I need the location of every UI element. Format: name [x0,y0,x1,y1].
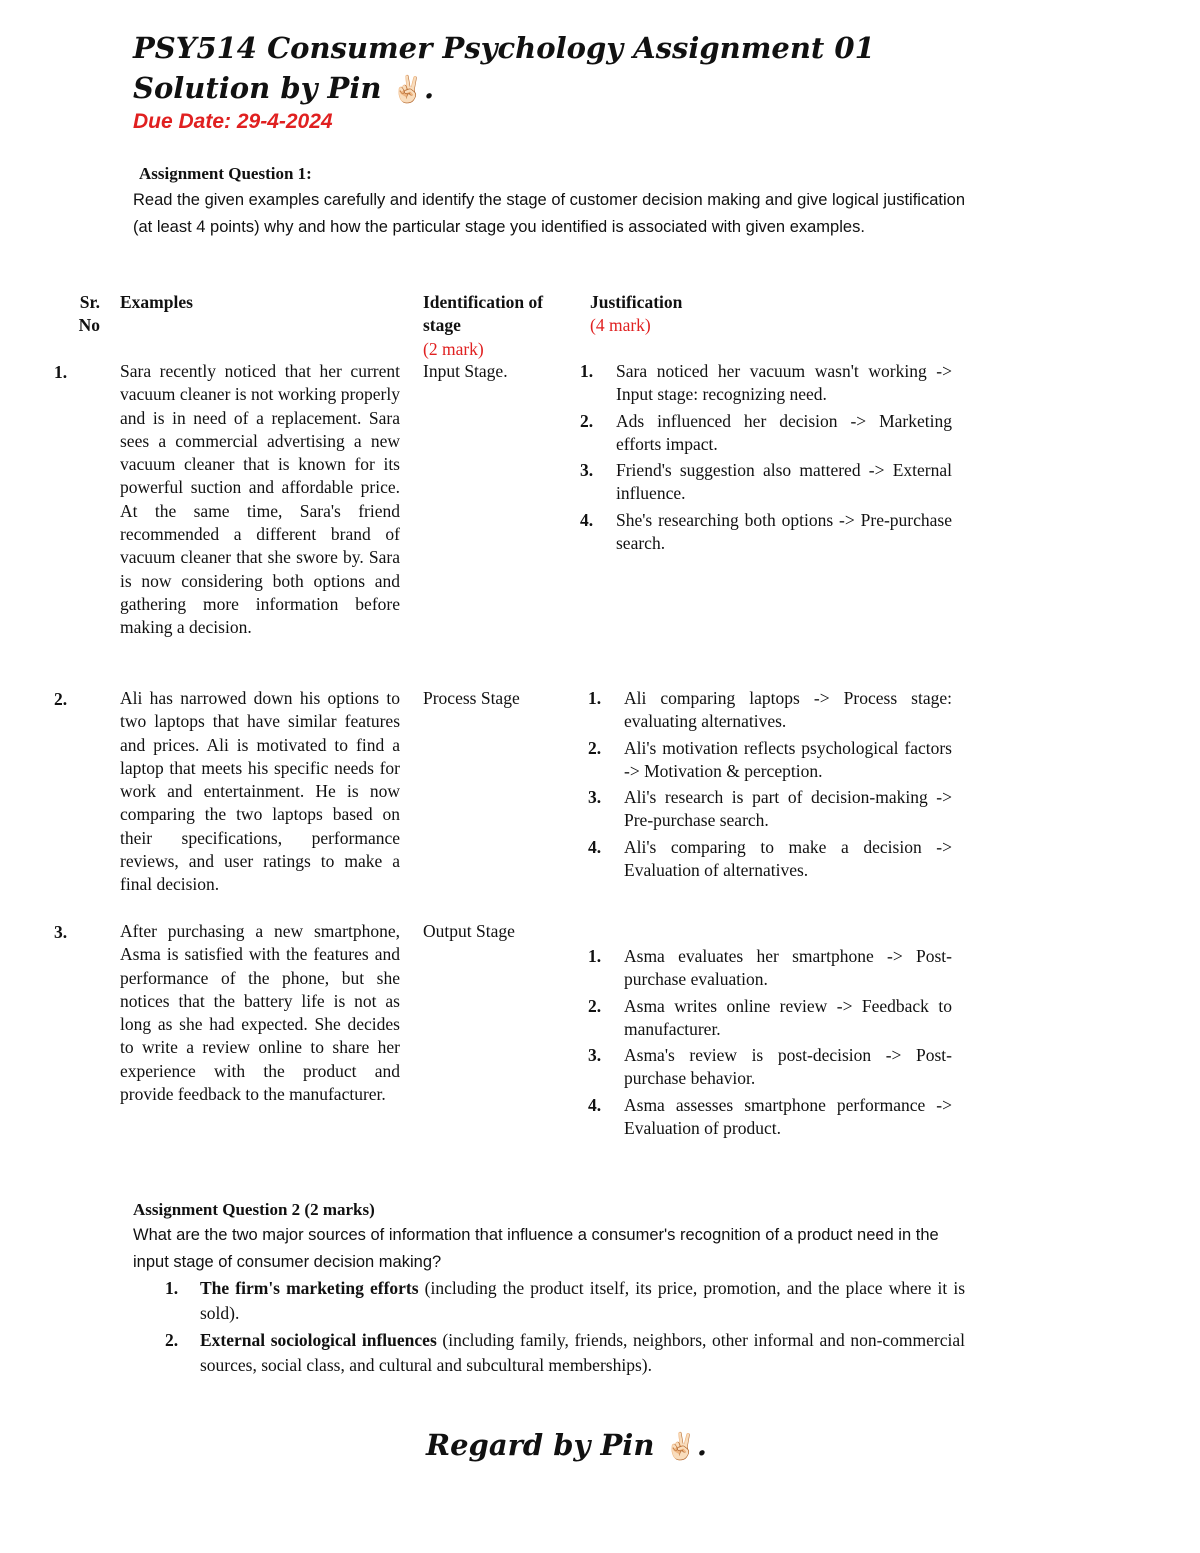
header-identification: Identification of stage (2 mark) [423,292,544,359]
row-1-example: Sara recently noticed that her current vacuum cleaner is not working properly and is in need of a replacement. Sara sees a commercial advertising a new vacuum cleaner that is known for its powerful suction and affordable price. At the same time, Sara's friend recommended a different brand of vacuum cleaner that she swore by. Sara is now considering both options and gathering more information before making a decision. [120,361,400,638]
list-item: 2. Asma writes online review -> Feedback to manufacturer. [588,995,952,1039]
question-2-text: What are the two major sources of information that influence a consumer's recognition of a product need in the input stage of consumer decision making? [133,1226,939,1271]
list-item: 2. Ali's motivation reflects psychological factors -> Motivation & perception. [588,737,952,781]
question-1-text: Read the given examples carefully and identify the stage of customer decision making and give logical justification (at least 4 points) why and how the particular stage you identified is associated with given examples. [133,191,965,236]
list-item: 1. The firm's marketing efforts (including the product itself, its price, promotion, and the place where it is sold). [165,1278,965,1323]
identification-marks: (2 mark) [423,338,484,359]
list-item: 3. Friend's suggestion also mattered -> External influence. [580,460,952,504]
justification-marks: (4 mark) [590,315,651,336]
list-item: 2. External sociological influences (including family, friends, neighbors, other informal and non-commercial sources, social class, and cultural and subcultural memberships). [165,1330,965,1375]
due-date: Due Date: 29-4-2024 [133,110,333,133]
list-item: 4. Asma assesses smartphone performance -> Evaluation of product. [588,1094,952,1139]
question-1-heading: Assignment Question 1: [139,164,312,183]
row-1-stage: Input Stage. [423,361,508,381]
row-2-sr: 2. [54,689,68,709]
victory-hand-icon: ✌🏻 [664,1432,697,1462]
victory-hand-icon: ✌🏻 [391,75,424,105]
list-item: 3. Ali's research is part of decision-making -> Pre-purchase search. [588,787,952,831]
row-3-example: After purchasing a new smartphone, Asma is satisfied with the features and performance of the phone, but she notices that the battery life is not as long as she had expected. She decides to write a review online to share her experience with the product and provide feedback to the manufacturer. [120,921,400,1105]
header-examples: Examples [120,292,193,312]
row-3-justification-list [588,945,952,1143]
list-item: 1. Ali comparing laptops -> Process stage: evaluating alternatives. [588,688,952,732]
header-sr-no: Sr. No [78,292,100,336]
list-item: 4. Ali's comparing to make a decision -> Evaluation of alternatives. [588,836,952,881]
row-3-sr: 3. [54,922,68,942]
list-item: 1. Sara noticed her vacuum wasn't working -> Input stage: recognizing need. [580,361,952,405]
row-2-stage: Process Stage [423,688,520,708]
header-justification: Justification (4 mark) [590,292,683,336]
row-2-justification-list [588,687,952,885]
row-2-example: Ali has narrowed down his options to two laptops that have similar features and prices. Ali is motivated to find a laptop that meets his specific needs for work and entertainment. He is now comparing the two laptops based on their specifications, performance reviews, and user ratings to make a final decision. [120,688,400,895]
regard-signoff: Regard by Pin ✌🏻. [426,1428,707,1462]
page-title: PSY514 Consumer Psychology Assignment 01 Solution by Pin ✌🏻. [133,31,875,105]
question-2-heading: Assignment Question 2 (2 marks) [133,1200,375,1219]
row-1-sr: 1. [54,362,68,382]
list-item: 3. Asma's review is post-decision -> Post-purchase behavior. [588,1045,952,1089]
list-item: 1. Asma evaluates her smartphone -> Post-purchase evaluation. [588,946,952,990]
list-item: 2. Ads influenced her decision -> Marketing efforts impact. [580,410,952,454]
list-item: 4. She's researching both options -> Pre-purchase search. [580,509,952,554]
row-3-stage: Output Stage [423,921,515,941]
question-2-answers [165,1276,965,1380]
row-1-justification-list [580,360,952,558]
